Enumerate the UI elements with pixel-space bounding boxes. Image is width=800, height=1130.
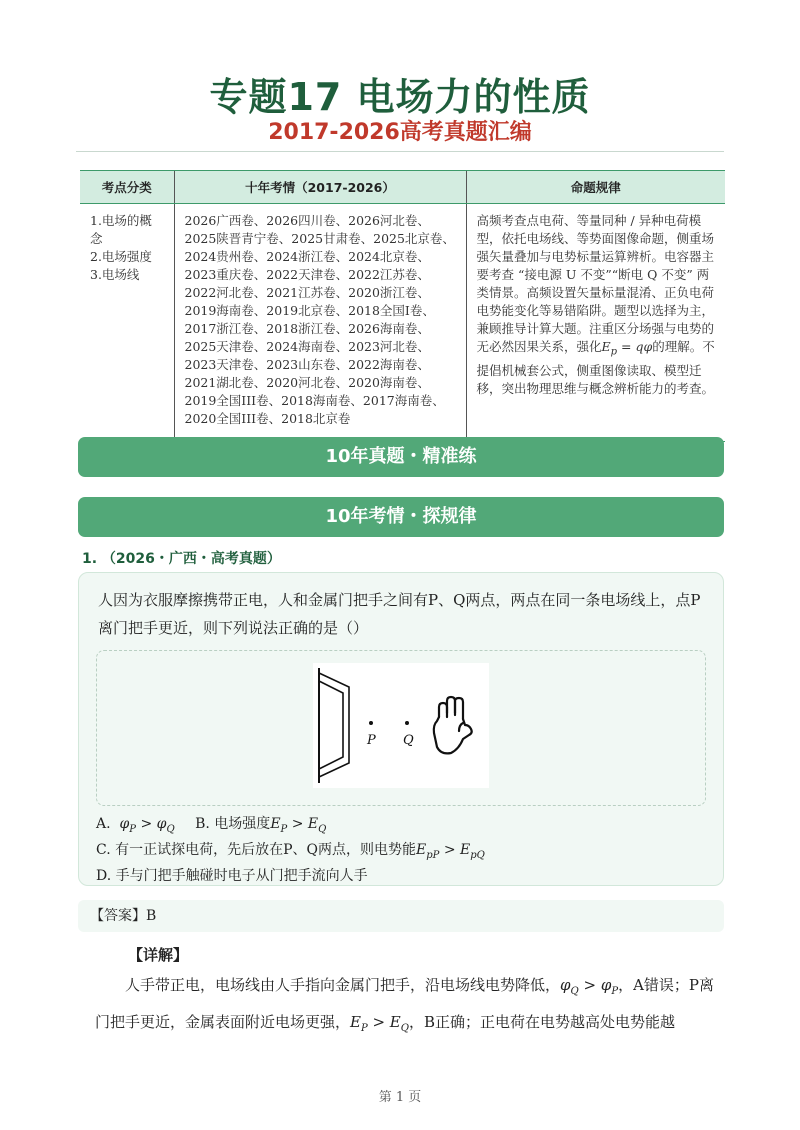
point-p-label: P [367,733,376,748]
option-b: B. 电场强度$E_P > E_Q$ [195,816,327,835]
detail-label: 【详解】 [128,946,189,964]
option-d: D. 手与门把手触碰时电子从门把手流向人手 [96,867,368,884]
table-header-category: 考点分类 [80,171,174,204]
category-cell [80,204,174,442]
category-item: 3.电场线 [90,267,140,282]
detail-text: 人手带正电，电场线由人手指向金属门把手，沿电场线电势降低，$\varphi_Q > \varphi_P$，A错误；P离门把手更近，金属表面附近电场更强，$E_P > E_Q$，B正确；正电荷在电势越高处电势能越 [95,976,715,1034]
point-p-dot [369,721,373,725]
point-q-label: Q [403,733,414,748]
option-a: A. $\varphi_P > \varphi_Q$ [96,816,175,835]
answer-label: 【答案】 [90,908,146,924]
question-heading: 1. （2026・广西・高考真题） [82,551,281,567]
category-item: 2.电场强度 [90,249,152,264]
question-text: 人因为衣服摩擦携带正电，人和金属门把手之间有P、Q两点，两点在同一条电场线上，点P离门把手更近，则下列说法正确的是（） [98,591,701,637]
table-header-years: 十年考情（2017-2026） [174,171,466,204]
answer-value: B [146,908,157,924]
years-cell: 2026广西卷、2026四川卷、2026河北卷、2025陕晋青宁卷、2025甘肃卷、2025北京卷、2024贵州卷、2024浙江卷、2024北京卷、2023重庆卷、2022天津卷、2022江苏卷、2022河北卷、2021江苏卷、2020浙江卷、2019海南卷、2019北京卷、2018全国I卷、2017浙江卷、2018浙江卷、2026海南卷、2025天津卷、2024海南卷、2023河北卷、2023天津卷、2023山东卷、2022海南卷、2021湖北卷、2020河北卷、2020海南卷、2019全国III卷、2018海南卷、2017海南卷、2020全国III卷、2018北京卷 [174,204,466,442]
title-divider [76,151,724,152]
option-c: C. 有一正试探电荷，先后放在P、Q两点，则电势能$E_{pP} > E_{pQ}$ [96,841,485,861]
point-q-dot [405,721,409,725]
page-subtitle: 2017-2026高考真题汇编 [268,120,532,145]
pattern-text-1: 高频考查点电荷、等量同种 / 异种电荷模型，依托电场线、等势面图像命题，侧重场强矢量叠加与电势标量运算辨析。电容器主要考查 “接电源 U 不变”“断电 Q 不变” 两类情景。高频设置矢量标量混淆、正负电荷电势能变化等易错陷阱。题型以选择为主，兼顾推导计算大题。注重区分场强与电势的无必然因果关系，强化 [476,213,715,354]
table-header-row [80,171,725,204]
door-hand-diagram [313,663,489,788]
page-title: 专题17 电场力的性质 [209,75,591,119]
answer-box [78,900,724,932]
answer-options [96,814,485,886]
section-banner-trends: 10年考情・探规律 [78,497,724,537]
hand-icon [434,697,472,753]
pattern-formula: $E_p = q\varphi$ [601,339,653,358]
table-row [80,204,725,442]
section-banner-practice: 10年真题・精准练 [78,437,724,477]
table-header-pattern: 命题规律 [466,171,725,204]
pattern-text-2: 的理解。不提倡机械套公式，侧重图像读取、模型迁移，突出物理思维与概念辨析能力的考查。 [476,339,715,396]
category-item: 1.电场的概念 [90,213,152,246]
question-figure [313,663,489,788]
exam-info-table [80,170,725,442]
page-number: 第 1 页 [378,1090,422,1105]
option-a-b-line [96,814,485,840]
pattern-cell [466,204,725,442]
